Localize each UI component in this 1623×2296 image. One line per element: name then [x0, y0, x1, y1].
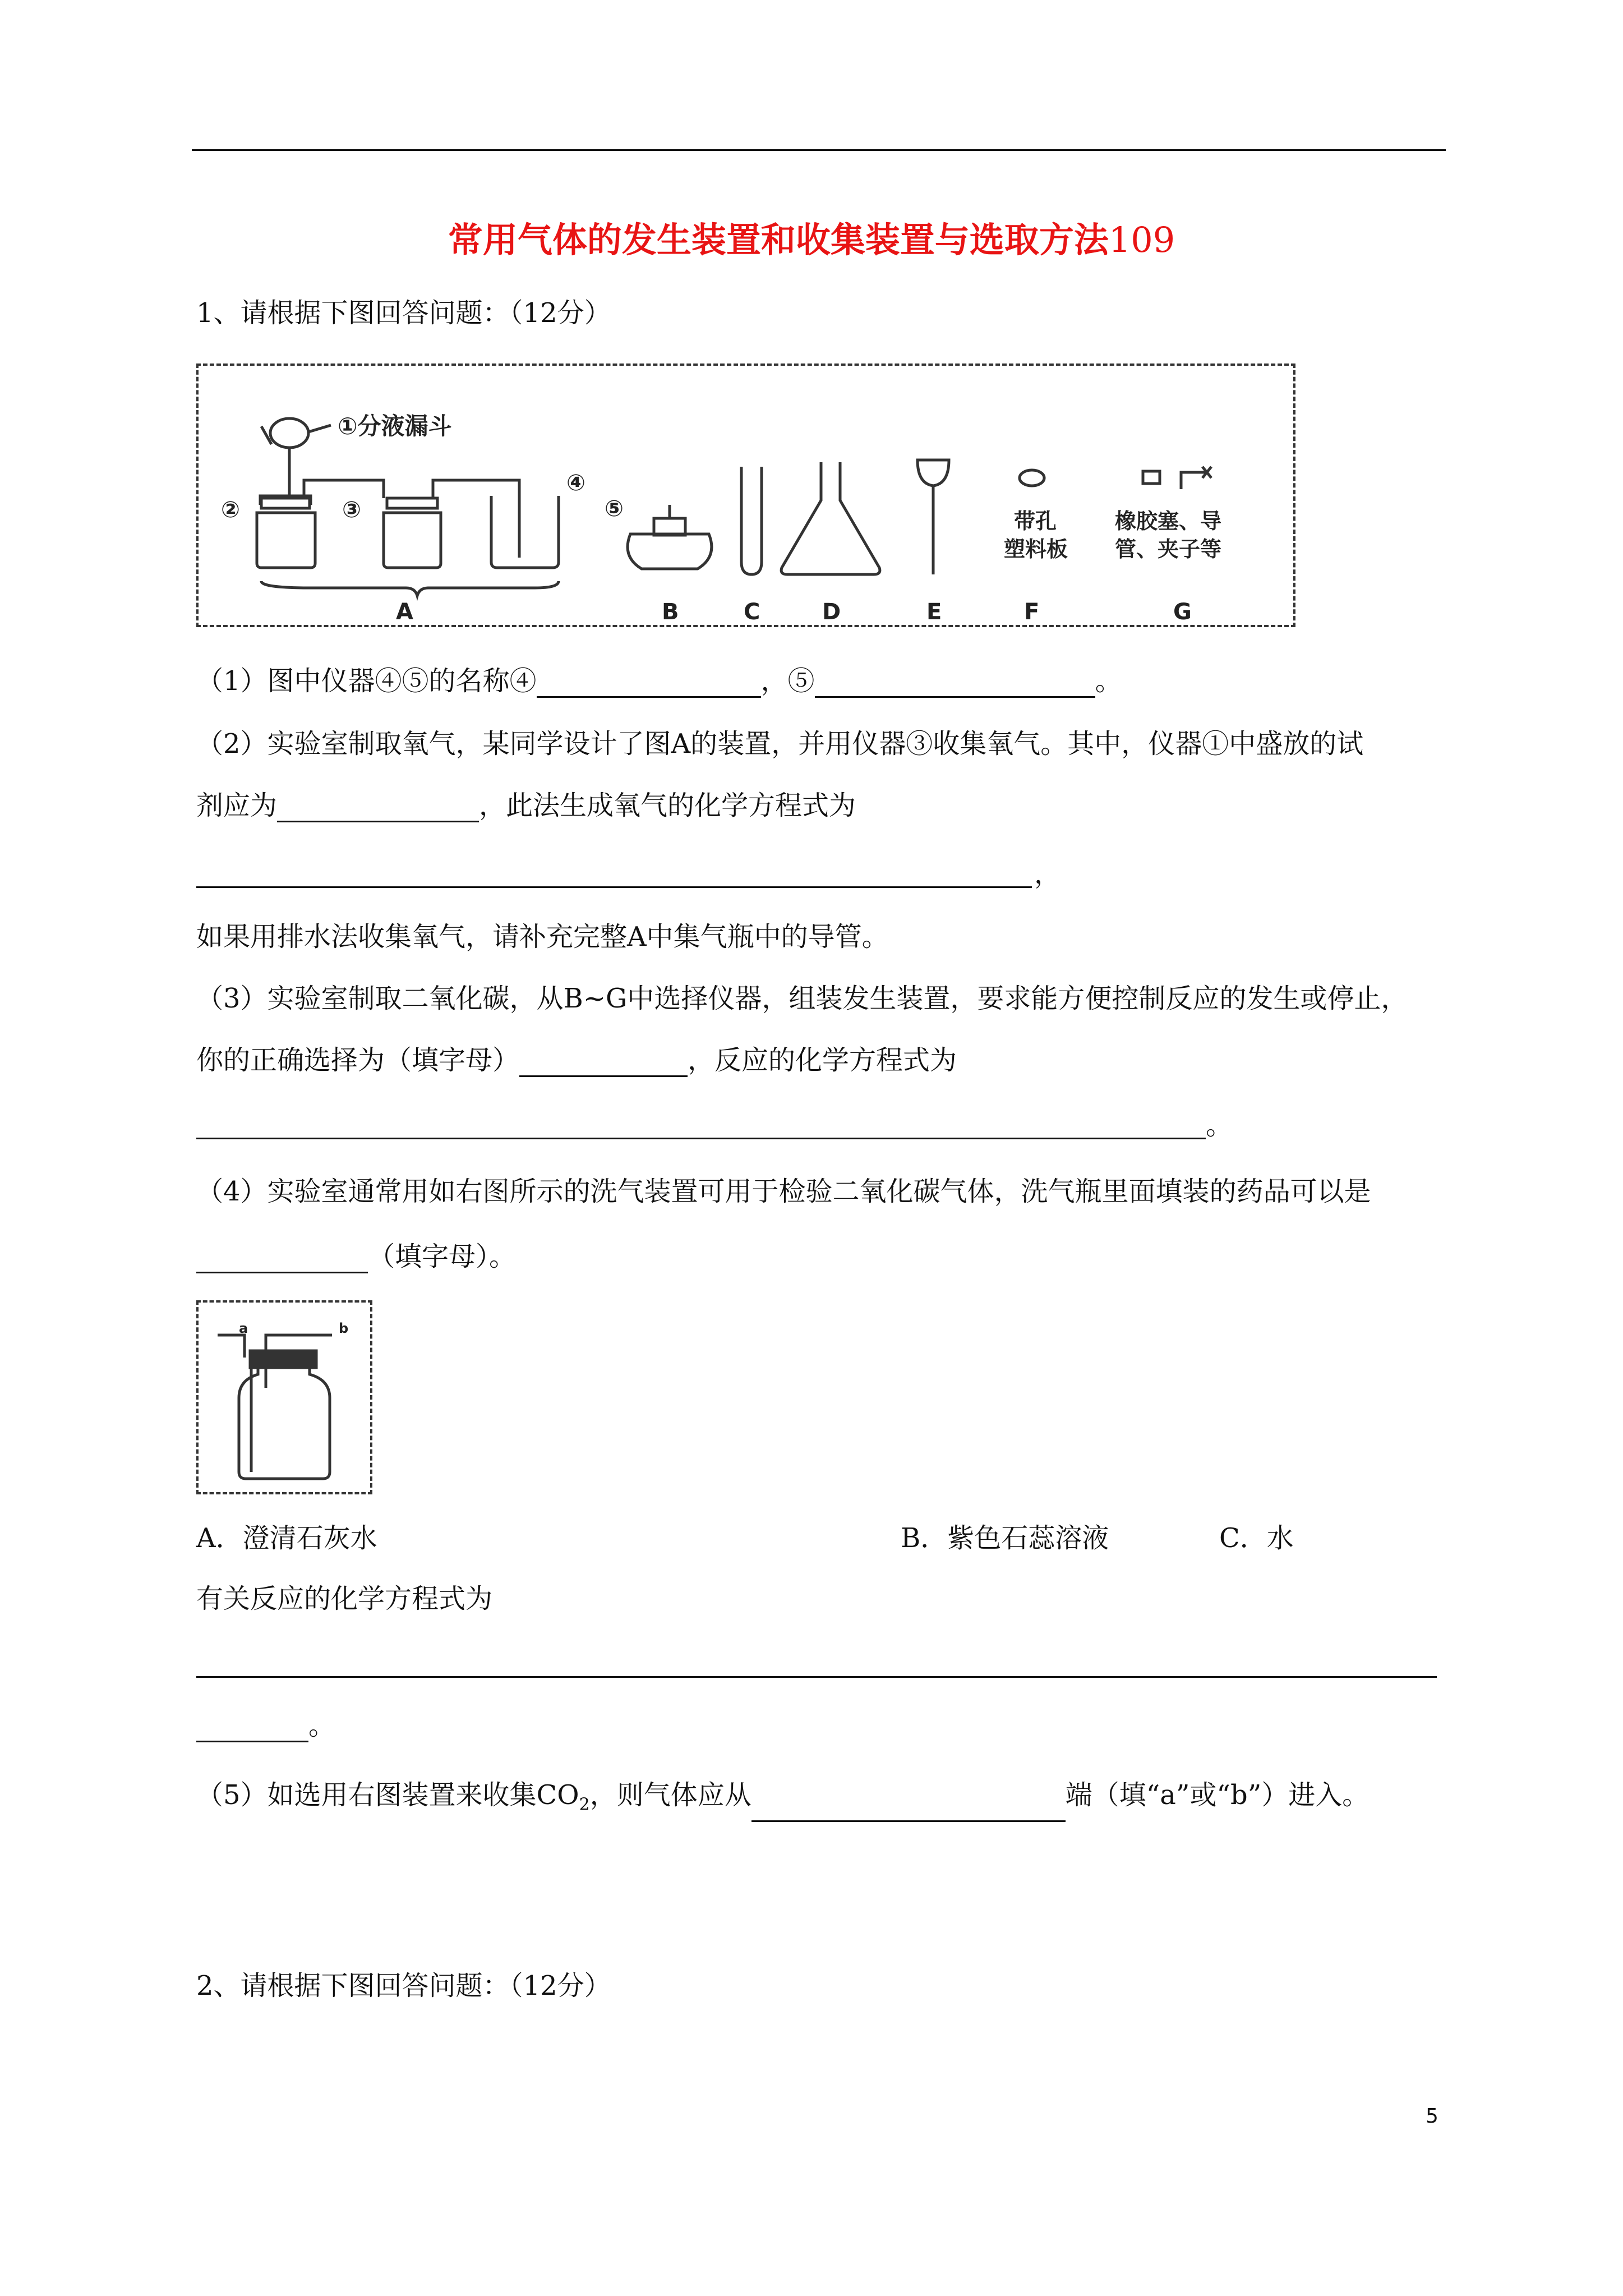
q1-part-2-line2: 剂应为 ，此法生成氧气的化学方程式为 — [196, 790, 856, 821]
header-rule — [192, 149, 1446, 151]
f-label-2: 塑料板 — [1004, 537, 1068, 562]
q1-part-4-equation-prompt: 有关反应的化学方程式为 — [196, 1583, 493, 1614]
q1-part-2-comma: ， — [1034, 858, 1062, 890]
answer-line-o2-equation[interactable] — [196, 886, 1032, 888]
test-tube — [741, 467, 762, 574]
letter-b: B — [662, 599, 679, 625]
option-a: A．澄清石灰水 — [196, 1522, 377, 1554]
q1-part-3-period: 。 — [1206, 1110, 1233, 1141]
option-c: C．水 — [1219, 1522, 1294, 1554]
option-b: B．紫色石蕊溶液 — [901, 1522, 1109, 1554]
q1-part-2-line4: 如果用排水法收集氧气，请补充完整A中集气瓶中的导管。 — [196, 921, 889, 953]
letter-a: A — [396, 599, 413, 625]
q1-part-1: （1）图中仪器④⑤的名称④ ，⑤ 。 — [196, 665, 1122, 697]
separatory-funnel-bulb — [270, 418, 308, 448]
answer-line-co2-equation[interactable] — [196, 1138, 1206, 1139]
wash-bottle-figure — [200, 1304, 369, 1491]
label-4: ④ — [566, 470, 585, 496]
question-2-heading: 2、请根据下图回答问题：（12分） — [196, 1970, 611, 2001]
answer-blank-5[interactable] — [815, 668, 1095, 698]
letter-e: E — [926, 599, 942, 625]
q1-part-3-line2: 你的正确选择为（填字母） ，反应的化学方程式为 — [196, 1045, 957, 1076]
letter-d: D — [822, 599, 841, 625]
conical-flask — [781, 462, 880, 574]
q1-part-5: （5）如选用右图装置来收集$CO_2$，则气体应从 端（填“a”或“b”）进入。 — [196, 1778, 1369, 1822]
question-1-heading: 1、请根据下图回答问题：（12分） — [196, 297, 611, 329]
answer-line-equation-1[interactable] — [196, 1676, 1437, 1678]
answer-blank-reagent[interactable] — [277, 793, 479, 822]
answer-line-equation-2[interactable] — [196, 1713, 308, 1742]
g-label-1: 橡胶塞、导 — [1115, 509, 1222, 533]
answer-blank-choice[interactable] — [519, 1047, 688, 1077]
q1-part-4-line1: （4）实验室通常用如右图所示的洗气装置可用于检验二氧化碳气体，洗气瓶里面填装的药品可以是 — [196, 1176, 1371, 1207]
long-neck-funnel — [917, 460, 949, 486]
letter-f: F — [1024, 599, 1040, 625]
beaker — [491, 496, 559, 568]
bottle-label-a: a — [239, 1320, 248, 1336]
q1-part-4-end: 。 — [196, 1709, 335, 1742]
g-label-2: 管、夹子等 — [1115, 537, 1222, 562]
answer-blank-4[interactable] — [537, 668, 761, 698]
gas-collecting-bottle — [384, 513, 441, 568]
perforated-plate — [1020, 470, 1044, 486]
bottle-label-b: b — [339, 1320, 349, 1336]
apparatus-figure — [199, 366, 1293, 625]
answer-blank-reagent-choice[interactable] — [196, 1244, 368, 1273]
letter-g: G — [1173, 599, 1192, 625]
rubber-stopper — [1143, 471, 1160, 484]
q1-part-3-line1: （3）实验室制取二氧化碳，从B~G中选择仪器，组装发生装置，要求能方便控制反应的发生或停止， — [196, 983, 1408, 1014]
generator-flask — [257, 496, 315, 568]
page-title: 常用气体的发生装置和收集装置与选取方法109 — [448, 219, 1175, 260]
q1-part-2-line1: （2）实验室制取氧气，某同学设计了图A的装置，并用仪器③收集氧气。其中，仪器①中盛放的试 — [196, 728, 1364, 760]
alcohol-lamp — [628, 534, 712, 569]
q1-part-4-line2: （填字母）。 — [196, 1240, 516, 1273]
label-3: ③ — [342, 497, 361, 523]
label-2: ② — [221, 497, 240, 523]
label-5: ⑤ — [605, 496, 624, 522]
funnel-label: ①分液漏斗 — [338, 412, 452, 440]
answer-blank-port[interactable] — [751, 1792, 1066, 1822]
page-number: 5 — [1426, 2105, 1438, 2128]
bottle-stopper — [250, 1351, 316, 1368]
letter-c: C — [744, 599, 760, 625]
f-label-1: 带孔 — [1014, 509, 1057, 533]
inlet-tube-a — [218, 1335, 245, 1358]
